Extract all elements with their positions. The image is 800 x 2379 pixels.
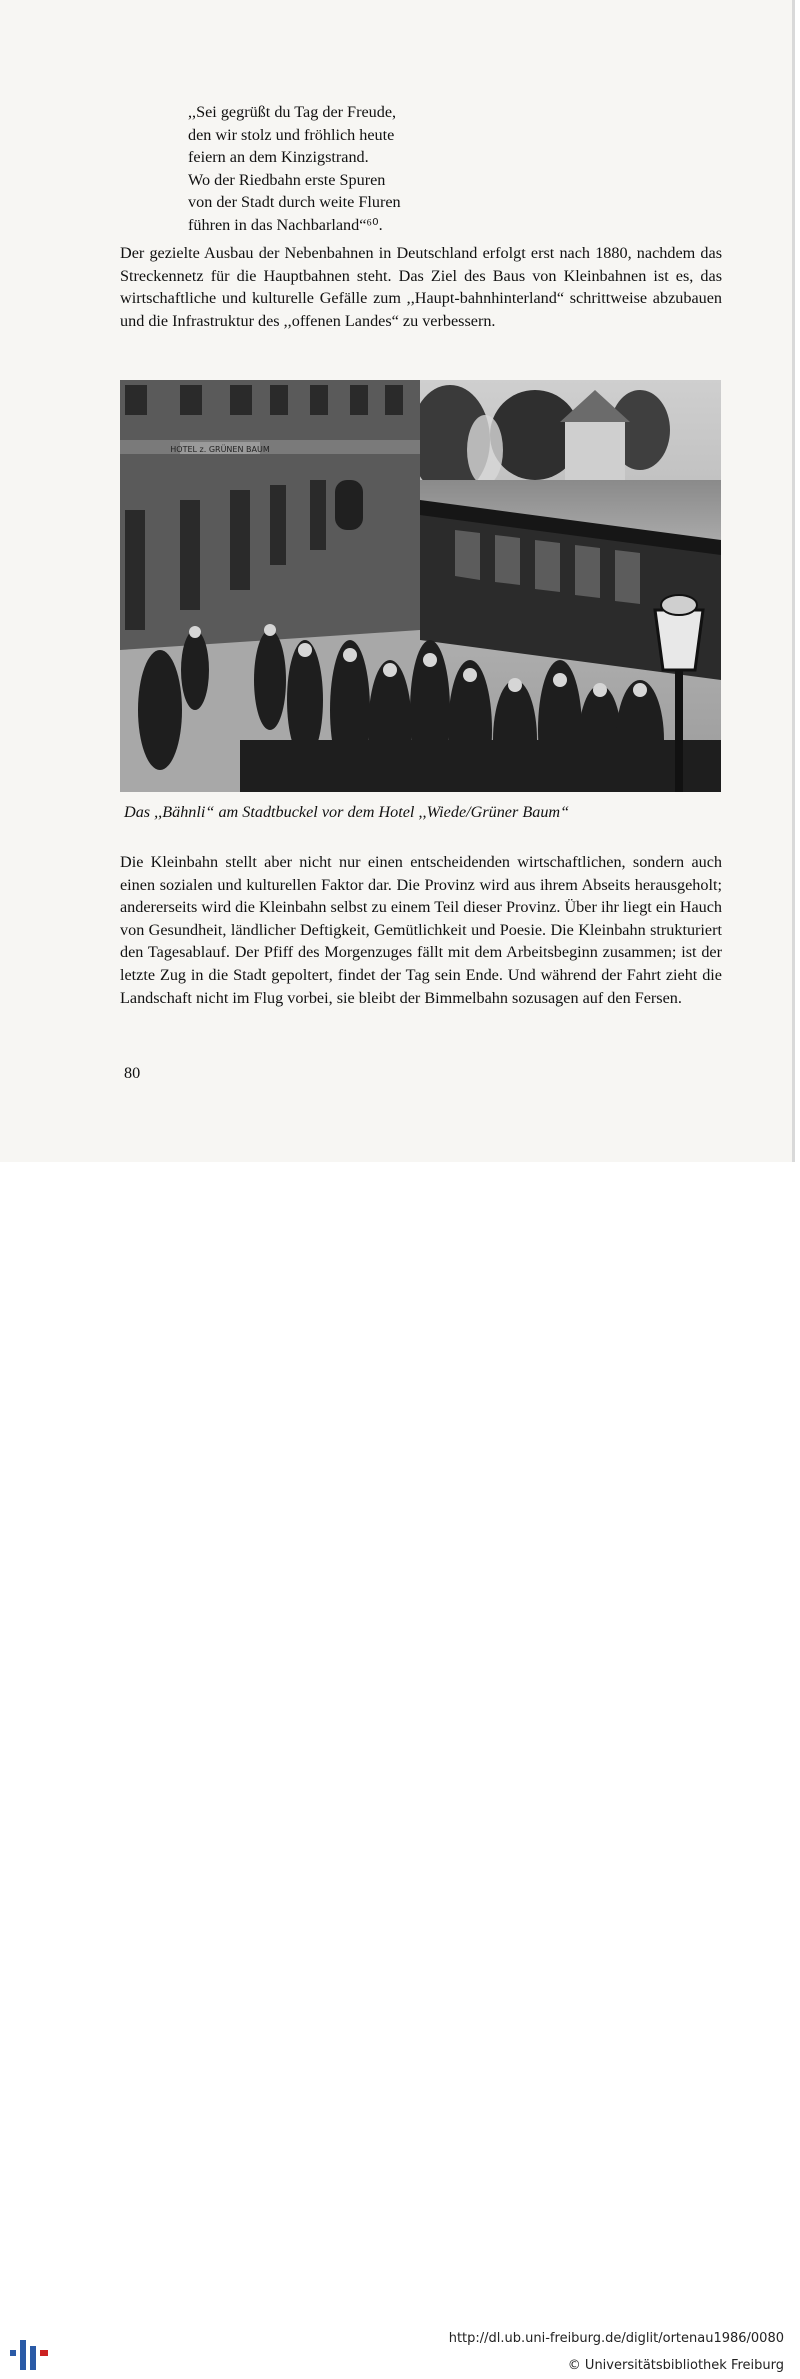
paragraph-body: Die Kleinbahn stellt aber nicht nur einen entscheidenden wirtschaftlichen, sondern auch einen sozialen und kulturellen Faktor dar. Die Provinz wird aus ihrem Abseits herausgeholt; andererseits wird die Kleinbahn selbst zu einem Teil dieser Provinz. Über ihr liegt ein Hauch von Gesundheit, ländlicher Deftigkeit, Gemütlichkeit und Poesie. Die Kleinbahn strukturiert den Tagesablauf. Der Pfiff des Morgenzuges fällt mit dem Arbeitsbeginn zusammen; ist der letzte Zug in die Stadt gepoltert, findet der Tag sein Ende. Und während der Fahrt zieht die Landschaft nicht im Flug vorbei, sie bleibt der Bimmelbahn sozusagen auf den Fersen. (120, 853, 722, 1007)
poem-line: den wir stolz und fröhlich heute (188, 125, 395, 144)
photo-caption: Das ,,Bähnli“ am Stadtbuckel vor dem Hotel ,,Wiede/Grüner Baum“ (124, 803, 570, 821)
poem-line: ,,Sei gegrüßt du Tag der Freude, (188, 103, 397, 121)
poem-line: von der Stadt durch weite Fluren (188, 193, 401, 212)
hotel-sign: HOTEL z. GRÜNEN BAUM (170, 445, 270, 454)
book-page (0, 0, 795, 1162)
paragraph-intro: Der gezielte Ausbau der Nebenbahnen in Deutschland erfolgt erst nach 1880, nachdem das Streckennetz für die Hauptbahnen steht. Das Ziel des Baus von Kleinbahnen ist es, das wirtschaftliche und kulturelle Gefälle zum ,,Haupt-bahnhinterland“ schrittweise abzubauen und die Infrastruktur des ,,offenen Landes“ zu verbessern. (120, 244, 722, 330)
poem-line: Wo der Riedbahn erste Spuren (188, 170, 386, 189)
poem-line: führen in das Nachbarland“⁶⁰. (188, 215, 383, 234)
poem (188, 101, 401, 237)
library-logo-icon (8, 2334, 52, 2379)
poem-line: feiern an dem Kinzigstrand. (188, 148, 369, 167)
page-number: 80 (124, 1064, 141, 1082)
source-link[interactable]: http://dl.ub.uni-freiburg.de/diglit/ortenau1986/0080 (448, 2331, 784, 2346)
footer-bar (0, 1162, 800, 2373)
copyright-notice: © Universitätsbibliothek Freiburg (567, 2358, 784, 2373)
historic-photo (120, 380, 721, 792)
photo-illustration (120, 380, 721, 792)
